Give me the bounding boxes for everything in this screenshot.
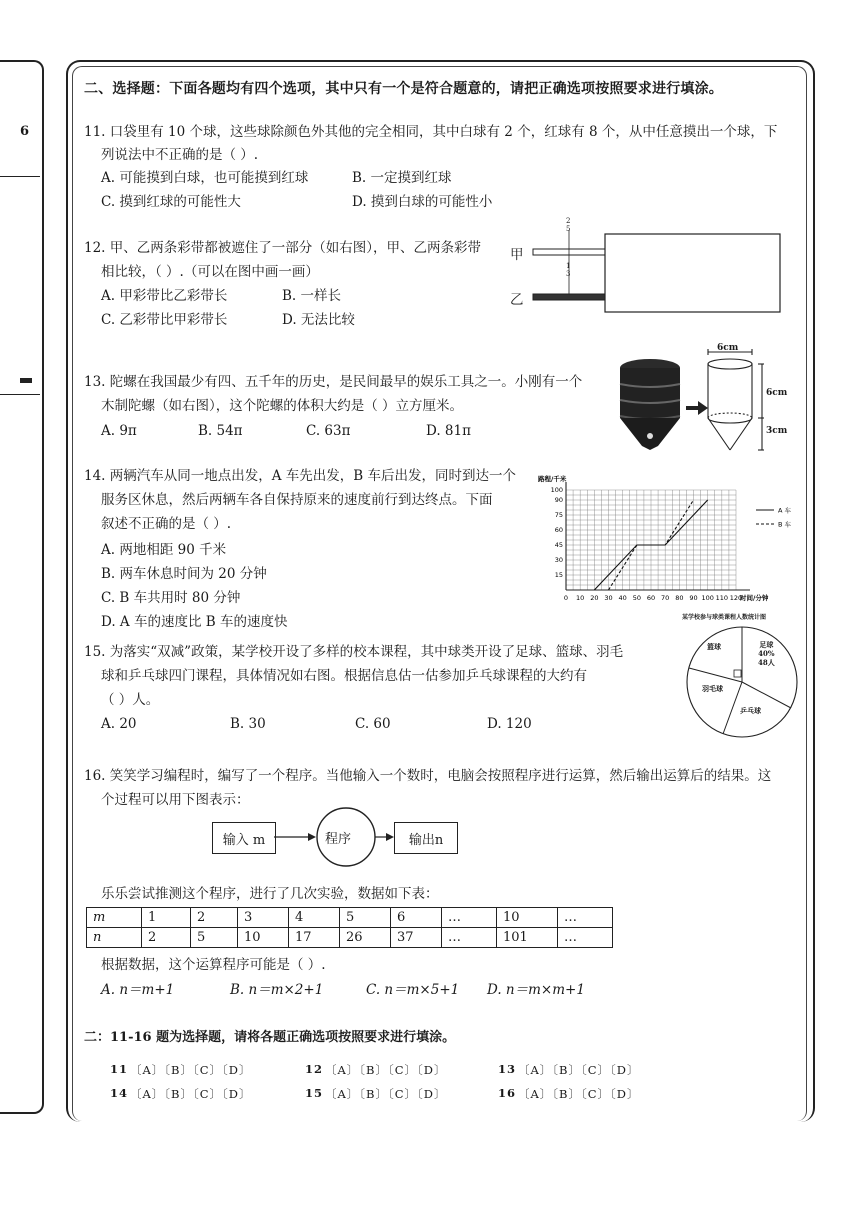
q16-option-c: C. n＝m×5+1	[366, 982, 460, 998]
right-angle-mark	[734, 670, 741, 677]
table-cell: 26	[340, 928, 391, 948]
table-cell: n	[87, 928, 142, 948]
dimension-cone-height: 3cm	[766, 426, 788, 436]
x-tick-label: 90	[689, 594, 698, 602]
x-tick-label: 80	[675, 594, 684, 602]
q12-option-d: D. 无法比较	[282, 312, 355, 328]
y-tick-label: 60	[554, 526, 563, 534]
answer-bubbles[interactable]: 〔A〕〔B〕〔C〕〔D〕	[325, 1063, 447, 1077]
flow-input-box: 输入 m	[212, 822, 276, 854]
answer-item-number: 11	[110, 1062, 129, 1076]
x-tick-label: 110	[715, 594, 729, 602]
q15-stem: （ ）人。	[101, 692, 160, 708]
answer-item-number: 13	[498, 1062, 517, 1076]
answer-item-number: 16	[498, 1086, 517, 1100]
arrow-icon	[686, 401, 708, 415]
q16-ask: 根据数据，这个运算程序可能是（ ）.	[101, 957, 326, 973]
q15-stem: 球和乒乓球四门课程，具体情况如右图。根据信息估一估参加乒乓球课程的大约有	[101, 668, 587, 684]
legend-label: B 车	[778, 520, 792, 529]
q15-option-d: D. 120	[487, 716, 532, 732]
table-cell: 10	[238, 928, 289, 948]
answer-sheet-title: 二：11-16 题为选择题，请将各题正确选项按照要求进行填涂。	[84, 1030, 456, 1045]
answer-bubbles[interactable]: 〔A〕〔B〕〔C〕〔D〕	[130, 1063, 252, 1077]
q12-option-b: B. 一样长	[282, 288, 342, 304]
table-cell: 10	[497, 908, 558, 928]
dimension-cylinder-height: 6cm	[766, 388, 788, 398]
x-tick-label: 20	[590, 594, 599, 602]
q16-stem: 个过程可以用下图表示：	[101, 792, 250, 808]
y-tick-label: 15	[554, 571, 563, 579]
y-tick-label: 75	[554, 511, 563, 519]
pie-chart	[682, 622, 802, 742]
y-axis-label: 路程/千米	[538, 475, 567, 483]
answer-item-number: 12	[305, 1062, 324, 1076]
margin-mark	[20, 378, 32, 383]
q13-option-a: A. 9π	[101, 423, 137, 439]
y-tick-label: 30	[554, 556, 563, 564]
q15-stem: 15. 为落实“双减”政策，某学校开设了多样的校本课程，其中球类开设了足球、篮球、羽毛	[84, 644, 624, 660]
distance-time-chart	[536, 470, 806, 610]
q14-stem: 叙述不正确的是（ ）.	[101, 516, 232, 532]
q16-stem: 16. 笑笑学习编程时，编写了一个程序。当他输入一个数时，电脑会按照程序进行运算，然后输出运算后的结果。这	[84, 768, 772, 784]
x-tick-label: 10	[576, 594, 585, 602]
q12-option-c: C. 乙彩带比甲彩带长	[101, 312, 228, 328]
answer-bubbles[interactable]: 〔A〕〔B〕〔C〕〔D〕	[325, 1087, 447, 1101]
ribbon-figure	[505, 216, 790, 316]
x-tick-label: 30	[604, 594, 613, 602]
x-tick-label: 40	[618, 594, 627, 602]
margin-divider	[0, 176, 40, 177]
section-title: 二、选择题：下面各题均有四个选项，其中只有一个是符合题意的，请把正确选项按照要求进行填涂。	[84, 81, 723, 97]
table-cell: 3	[238, 908, 289, 928]
fraction-one-third: 1 3	[566, 262, 571, 278]
q15-option-a: A. 20	[101, 716, 137, 732]
q16-option-d: D. n＝m×m+1	[487, 982, 585, 998]
ribbon-label-jia: 甲	[510, 247, 524, 263]
q11-stem: 列说法中不正确的是（ ）.	[101, 147, 259, 163]
pie-label-lanqiu: 篮球	[707, 642, 721, 651]
ribbon-label-yi: 乙	[510, 292, 524, 308]
table-cell: 1	[142, 908, 191, 928]
q13-option-b: B. 54π	[198, 423, 243, 439]
ribbon-yi	[533, 294, 605, 300]
q11-stem: 11. 口袋里有 10 个球，这些球除颜色外其他的完全相同，其中白球有 2 个，红球有 8 个，从中任意摸出一个球，下	[84, 124, 778, 140]
flow-output-box: 输出n	[394, 822, 458, 854]
x-tick-label: 100	[701, 594, 714, 602]
q11-option-b: B. 一定摸到红球	[352, 170, 452, 186]
q14-option-b: B. 两车休息时间为 20 分钟	[101, 566, 267, 582]
q14-option-a: A. 两地相距 90 千米	[101, 542, 227, 558]
answer-item-number: 15	[305, 1086, 324, 1100]
page-number: 6	[20, 124, 30, 139]
spinning-top-photo	[620, 359, 680, 450]
q13-stem: 13. 陀螺在我国最少有四、五千年的历史，是民间最早的娱乐工具之一。小刚有一个	[84, 374, 583, 390]
q11-option-a: A. 可能摸到白球，也可能摸到红球	[101, 170, 309, 186]
table-cell: 2	[191, 908, 238, 928]
table-cell: …	[442, 928, 497, 948]
q14-option-d: D. A 车的速度比 B 车的速度快	[101, 614, 288, 630]
x-tick-label: 120	[729, 594, 743, 602]
answer-bubbles[interactable]: 〔A〕〔B〕〔C〕〔D〕	[130, 1087, 252, 1101]
x-tick-label: 0	[563, 594, 569, 602]
cover-rectangle	[605, 234, 780, 312]
x-tick-label: 50	[632, 594, 641, 602]
table-cell: 101	[497, 928, 558, 948]
q11-option-c: C. 摸到红球的可能性大	[101, 194, 241, 210]
q16-option-b: B. n＝m×2+1	[230, 982, 324, 998]
table-cell: …	[442, 908, 497, 928]
table-cell: 6	[391, 908, 442, 928]
q14-stem: 服务区休息，然后两辆车各自保持原来的速度前行到达终点。下面	[101, 492, 493, 508]
pie-label-pingpang: 乒乓球	[740, 706, 761, 715]
table-cell: m	[87, 908, 142, 928]
fraction-two-fifths: 2 5	[566, 217, 571, 233]
table-cell: …	[558, 928, 613, 948]
q16-intro: 乐乐尝试推测这个程序，进行了几次实验，数据如下表：	[101, 886, 439, 902]
y-tick-label: 100	[550, 486, 563, 494]
left-margin-frame	[0, 60, 44, 1114]
y-tick-label: 45	[554, 541, 563, 549]
table-cell: 5	[191, 928, 238, 948]
q12-stem: 12. 甲、乙两条彩带都被遮住了一部分（如右图），甲、乙两条彩带	[84, 240, 482, 256]
x-tick-label: 60	[646, 594, 656, 602]
margin-divider	[0, 394, 40, 395]
q13-option-c: C. 63π	[306, 423, 351, 439]
table-cell: 17	[289, 928, 340, 948]
q14-option-c: C. B 车共用时 80 分钟	[101, 590, 241, 606]
x-axis-label: 时间/分钟	[740, 594, 769, 602]
spinning-top-schematic	[708, 349, 764, 450]
y-tick-label: 90	[554, 496, 563, 504]
q14-stem: 14. 两辆汽车从同一地点出发，A 车先出发，B 车后出发，同时到达一个	[84, 468, 517, 484]
q12-stem: 相比较，（ ）.（可以在图中画一画）	[101, 264, 319, 280]
pie-divider	[742, 682, 791, 708]
spinning-top-figure	[612, 346, 802, 458]
x-tick-label: 70	[661, 594, 670, 602]
table-cell: 2	[142, 928, 191, 948]
q13-stem: 木制陀螺（如右图），这个陀螺的体积大约是（ ）立方厘米。	[101, 398, 464, 414]
q16-data-table	[86, 907, 613, 948]
table-cell: 5	[340, 908, 391, 928]
answer-bubbles[interactable]: 〔A〕〔B〕〔C〕〔D〕	[518, 1063, 640, 1077]
table-cell: 37	[391, 928, 442, 948]
table-row-n	[87, 928, 613, 948]
table-cell: 4	[289, 908, 340, 928]
table-cell: …	[558, 908, 613, 928]
flow-program-label: 程序	[325, 832, 352, 847]
pie-title: 某学校参与球类课程人数统计图	[682, 614, 767, 621]
answer-item-number: 14	[110, 1086, 129, 1100]
q15-option-b: B. 30	[230, 716, 266, 732]
table-row-m	[87, 908, 613, 928]
q13-option-d: D. 81π	[426, 423, 471, 439]
q16-option-a: A. n＝m+1	[101, 982, 175, 998]
legend-label: A 车	[778, 506, 792, 515]
answer-bubbles[interactable]: 〔A〕〔B〕〔C〕〔D〕	[518, 1087, 640, 1101]
dimension-diameter: 6cm	[717, 343, 739, 353]
q11-option-d: D. 摸到白球的可能性小	[352, 194, 493, 210]
pie-label-yumaoqiu: 羽毛球	[702, 684, 723, 693]
pie-label-zuqiu: 足球 40% 48人	[758, 640, 775, 667]
q12-option-a: A. 甲彩带比乙彩带长	[101, 288, 228, 304]
q15-option-c: C. 60	[355, 716, 391, 732]
